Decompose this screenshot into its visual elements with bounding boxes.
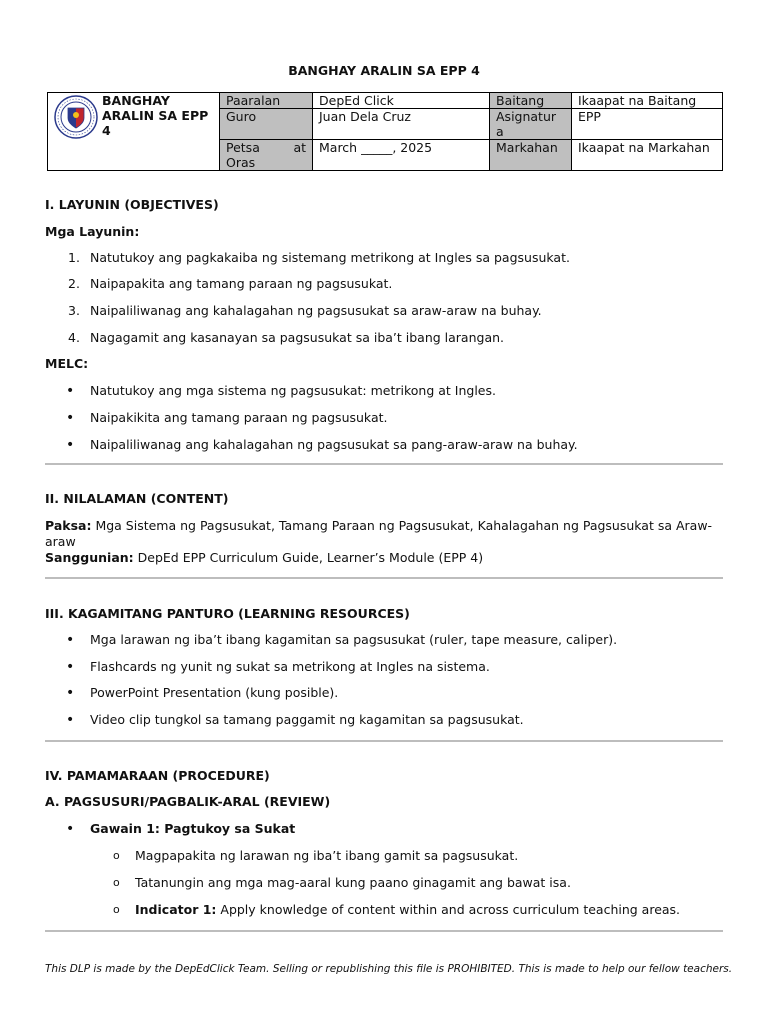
petsa-label: [220, 140, 313, 171]
header-table: [47, 92, 723, 171]
paaralan-value: DepEd Click: [313, 93, 490, 109]
sanggunian-label: Sanggunian:: [45, 550, 134, 565]
bullet-icon: •: [66, 821, 75, 837]
circle-bullet-icon: o: [113, 876, 120, 889]
baitang-value: Ikaapat na Baitang: [572, 93, 723, 109]
objective-item: Naipapakita ang tamang paraan ng pagsusukat.: [90, 276, 393, 291]
section4-heading: IV. PAMAMARAAN (PROCEDURE): [45, 768, 270, 783]
paksa-label: Paksa:: [45, 518, 92, 533]
bullet-icon: •: [66, 410, 75, 426]
baitang-label: Baitang: [490, 93, 572, 109]
guro-value: Juan Dela Cruz: [313, 109, 490, 140]
petsa-label-line2: Oras: [226, 155, 256, 170]
bullet-icon: •: [66, 659, 75, 675]
section-divider: [45, 740, 723, 742]
melc-item: Naipaliliwanag ang kahalagahan ng pagsusukat sa pang-araw-araw na buhay.: [90, 437, 578, 452]
petsa-value: March _____, 2025: [313, 140, 490, 171]
section3-heading: III. KAGAMITANG PANTURO (LEARNING RESOURCES): [45, 606, 410, 621]
sanggunian-line: [45, 550, 723, 566]
resource-item: PowerPoint Presentation (kung posible).: [90, 685, 339, 700]
bullet-icon: •: [66, 632, 75, 648]
markahan-label: Markahan: [490, 140, 572, 171]
bullet-icon: •: [66, 383, 75, 399]
indicator-label: Indicator 1:: [135, 902, 217, 917]
objective-item: Nagagamit ang kasanayan sa pagsusukat sa iba’t ibang larangan.: [90, 330, 505, 345]
indicator-text: Apply knowledge of content within and across curriculum teaching areas.: [220, 902, 681, 917]
bullet-icon: •: [66, 437, 75, 453]
asignatura-label-line2: a: [496, 124, 504, 139]
petsa-label-word1: Petsa: [226, 140, 260, 155]
section-divider: [45, 930, 723, 932]
section-divider: [45, 577, 723, 579]
circle-bullet-icon: o: [113, 903, 120, 916]
logo-cell: [48, 93, 220, 171]
resource-item: Video clip tungkol sa tamang paggamit ng kagamitan sa pagsusukat.: [90, 712, 524, 727]
indicator-line: [135, 902, 735, 918]
resource-item: Mga larawan ng iba’t ibang kagamitan sa pagsusukat (ruler, tape measure, caliper).: [90, 632, 618, 647]
section1-heading: I. LAYUNIN (OBJECTIVES): [45, 197, 219, 212]
deped-seal-icon: [54, 95, 98, 139]
bullet-icon: •: [66, 712, 75, 728]
gawain-step: Tatanungin ang mga mag-aaral kung paano ginagamit ang bawat isa.: [135, 875, 571, 890]
melc-item: Naipakikita ang tamang paraan ng pagsusukat.: [90, 410, 388, 425]
paksa-value-continued: araw: [45, 534, 76, 549]
section2-heading: II. NILALAMAN (CONTENT): [45, 491, 229, 506]
melc-item: Natutukoy ang mga sistema ng pagsusukat: metrikong at Ingles.: [90, 383, 496, 398]
melc-heading: MELC:: [45, 356, 89, 371]
petsa-label-word2: at: [293, 140, 306, 155]
paksa-line: [45, 518, 723, 534]
paksa-value: Mga Sistema ng Pagsusukat, Tamang Paraan ng Pagsusukat, Kahalagahan ng Pagsusukat sa Araw-: [95, 518, 713, 533]
gawain-step: Magpapakita ng larawan ng iba’t ibang gamit sa pagsusukat.: [135, 848, 519, 863]
gawain-title: Gawain 1: Pagtukoy sa Sukat: [90, 821, 296, 836]
layunin-heading: Mga Layunin:: [45, 224, 140, 239]
section-divider: [45, 463, 723, 465]
asignatura-label: [490, 109, 572, 140]
document-title: BANGHAY ARALIN SA EPP 4: [288, 63, 480, 78]
objective-number: 4.: [68, 330, 80, 345]
asignatura-value: EPP: [572, 109, 723, 140]
bullet-icon: •: [66, 685, 75, 701]
resource-item: Flashcards ng yunit ng sukat sa metrikong at Ingles na sistema.: [90, 659, 490, 674]
circle-bullet-icon: o: [113, 849, 120, 862]
header-logo-text: BANGHAY ARALIN SA EPP 4: [102, 93, 209, 138]
guro-label: Guro: [220, 109, 313, 140]
sanggunian-value: DepEd EPP Curriculum Guide, Learner’s Module (EPP 4): [137, 550, 484, 565]
objective-number: 2.: [68, 276, 80, 291]
markahan-value: Ikaapat na Markahan: [572, 140, 723, 171]
asignatura-label-line1: Asignatur: [496, 109, 557, 124]
objective-item: Natutukoy ang pagkakaiba ng sistemang metrikong at Ingles sa pagsusukat.: [90, 250, 570, 265]
footer-notice: This DLP is made by the DepEdClick Team. Selling or republishing this file is PROHIBITED. This is made to help our fellow teachers.: [45, 963, 733, 975]
objective-number: 1.: [68, 250, 80, 265]
objective-item: Naipaliliwanag ang kahalagahan ng pagsusukat sa araw-araw na buhay.: [90, 303, 542, 318]
review-heading: A. PAGSUSURI/PAGBALIK-ARAL (REVIEW): [45, 794, 331, 809]
objective-number: 3.: [68, 303, 80, 318]
paaralan-label: Paaralan: [220, 93, 313, 109]
